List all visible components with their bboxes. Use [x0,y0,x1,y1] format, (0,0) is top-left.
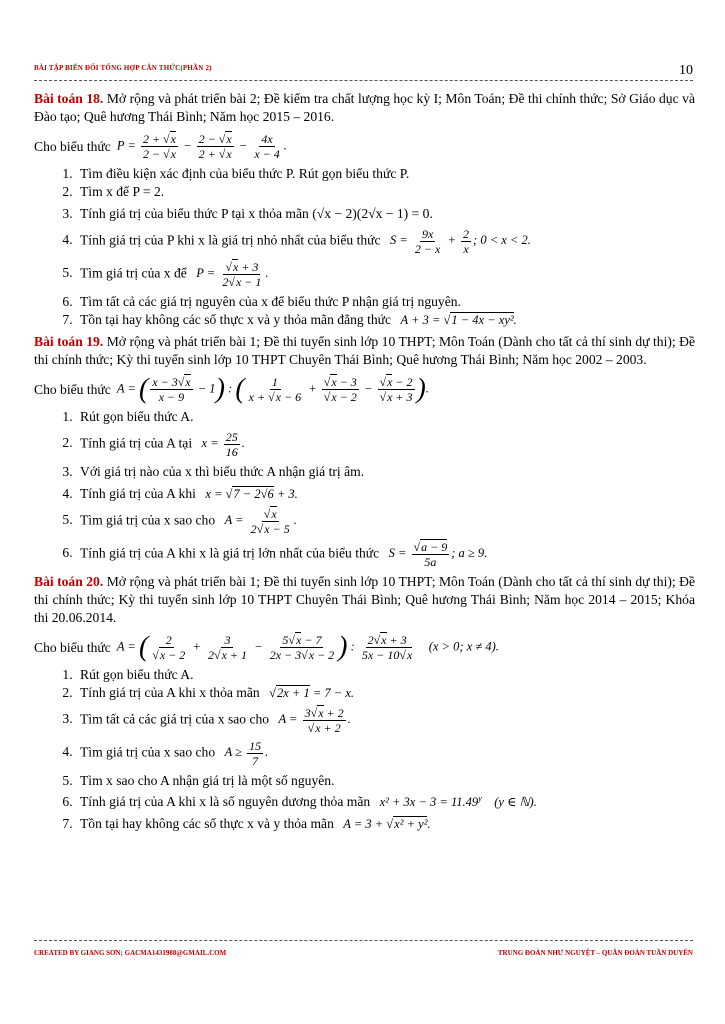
list-item: 4. Tính giá trị của P khi x là giá trị nhỏ nhất của biểu thức S = $\frac{9x}{2 - x}$ + $\frac{2}{x}$ ; 0 < x < 2. [76,227,695,256]
list-item: 1. Tìm điều kiện xác định của biểu thức P. Rút gọn biểu thức P. [76,165,695,183]
problem-19-label: Bài toán 19. [34,334,104,349]
problem-18-label: Bài toán 18. [34,91,104,106]
footer-left: CREATED BY GIANG SƠN; GACMA1431988@GMAIL.COM [34,949,227,957]
problem-18-list [34,165,695,329]
list-item: 6. Tính giá trị của A khi x là giá trị lớn nhất của biểu thức S = $\frac{√a - 9}{5a}$ ; a ≥ 9. [76,540,695,569]
formula-a-19: A = ( $\frac{x - 3√x}{x - 9}$ − 1) : ( $\frac{1}{x + √x - 6}$ + $\frac{√x - 3}{√x - 2}$ − $\frac{√x - 2}{√x + 3}$ ). [116,373,429,405]
problem-18-intro [34,90,695,126]
list-item: 2. Tìm x để P = 2. [76,183,695,201]
list-item: 7. Tồn tại hay không các số thực x và y thỏa mãn đẳng thức A + 3 = √1 − 4x − xy². [76,311,695,329]
list-item: 7. Tồn tại hay không các số thực x và y thỏa mãn A = 3 + √x² + y². [76,815,695,833]
problem-18-text: Mở rộng và phát triển bài 2; Đề kiểm tra chất lượng học kỳ I; Môn Toán; Đề thi chính thức; Sở Giáo dục và Đào tạo; Quê hương Thái Bình; Năm học 2015 – 2016. [34,91,695,124]
page-number: 10 [679,63,693,78]
problem-20-label: Bài toán 20. [34,574,104,589]
problem-19-given: Cho biểu thức A = ( $\frac{x - 3√x}{x - 9}$ − 1) : ( $\frac{1}{x + √x - 6}$ + $\frac{√x - 3}{√x - 2}$ − $\frac{√x - 2}{√x + 3}$ ). [34,373,429,405]
problem-20-intro [34,573,695,627]
list-item: 5. Tìm x sao cho A nhận giá trị là một số nguyên. [76,772,695,790]
list-item: 6. Tìm tất cả các giá trị nguyên của x để biểu thức P nhận giá trị nguyên. [76,293,695,311]
list-item: 3. Tìm tất cả các giá trị của x sao cho A = $\frac{3√x + 2}{√x + 2}$ . [76,706,695,735]
list-item: 3. Với giá trị nào của x thì biểu thức A nhận giá trị âm. [76,463,695,481]
footer-divider [34,940,693,941]
list-item: 5. Tìm giá trị của x sao cho A = $\frac{√x}{2√x - 5}$ . [76,507,695,536]
problem-20-text: Mở rộng và phát triển bài 1; Đề thi tuyển sinh lớp 10 THPT; Môn Toán (Dành cho tất cả thí sinh dự thi); Đề thi chính thức; Kỳ thi tuyển sinh lớp 10 THPT Chuyên Thái Bình; Quê hương Thái Bình; Năm học 2014 – 2015; Khóa thi 20.06.2014. [34,574,695,625]
formula-p: P = $\frac{2 + √x}{2 - √x}$ − $\frac{2 - √x}{2 + √x}$ − $\frac{4x}{x - 4}$ . [116,132,287,161]
main-content [34,90,695,837]
problem-19-intro [34,333,695,369]
problem-18-given: Cho biểu thức P = $\frac{2 + √x}{2 - √x}$ − $\frac{2 - √x}{2 + √x}$ − $\frac{4x}{x - 4}$ . [34,132,287,161]
problem-19-text: Mở rộng và phát triển bài 1; Đề thi tuyển sinh lớp 10 THPT; Môn Toán (Dành cho tất cả thí sinh dự thi); Đề thi chính thức; Kỳ thi tuyển sinh lớp 10 THPT Chuyên Thái Bình; Quê hương Thái Bình; Năm học 2002 – 2003. [34,334,695,367]
list-item: 2. Tính giá trị của A tại x = $\frac{25}{16}$ . [76,430,695,459]
list-item: 1. Rút gọn biểu thức A. [76,666,695,684]
list-item: 6. Tính giá trị của A khi x là số nguyên dương thỏa mãn $x^2 + 3x - 3 = 11.49^y$ (y ∈ ℕ). [76,790,695,811]
problem-19-list [34,408,695,569]
problem-20-given: Cho biểu thức A = ( $\frac{2}{√x - 2}$ + $\frac{3}{2√x + 1}$ − $\frac{5√x - 7}{2x - 3√x - 2}$ ) : $\frac{2√x + 3}{5x - 10√x}$ (x > 0; x ≠ 4). [34,631,499,663]
list-item: 2. Tính giá trị của A khi x thỏa mãn √2x + 1 = 7 − x. [76,684,695,702]
list-item: 4. Tính giá trị của A khi x = √7 − 2√6 + 3. [76,485,695,503]
footer-right: TRUNG ĐOÀN NHƯ NGUYỆT – QUÂN ĐOÀN TUẦN DUYÊN [497,949,693,957]
list-item: 4. Tìm giá trị của x sao cho A ≥ $\frac{15}{7}$ . [76,739,695,768]
formula-a-20: A = ( $\frac{2}{√x - 2}$ + $\frac{3}{2√x + 1}$ − $\frac{5√x - 7}{2x - 3√x - 2}$ ) : $\frac{2√x + 3}{5x - 10√x}$ (x > 0; x ≠ 4). [116,631,499,663]
header-title: BÀI TẬP BIẾN ĐỔI TỔNG HỢP CĂN THỨC(PHẦN 2) [34,64,212,72]
list-item: 5. Tìm giá trị của x để P = $\frac{√x + 3}{2√x - 1}$ . [76,260,695,289]
list-item: 1. Rút gọn biểu thức A. [76,408,695,426]
header-divider [34,80,693,81]
list-item: 3. Tính giá trị của biểu thức P tại x thỏa mãn (√x − 2)(2√x − 1) = 0. [76,205,695,223]
problem-20-list [34,666,695,833]
